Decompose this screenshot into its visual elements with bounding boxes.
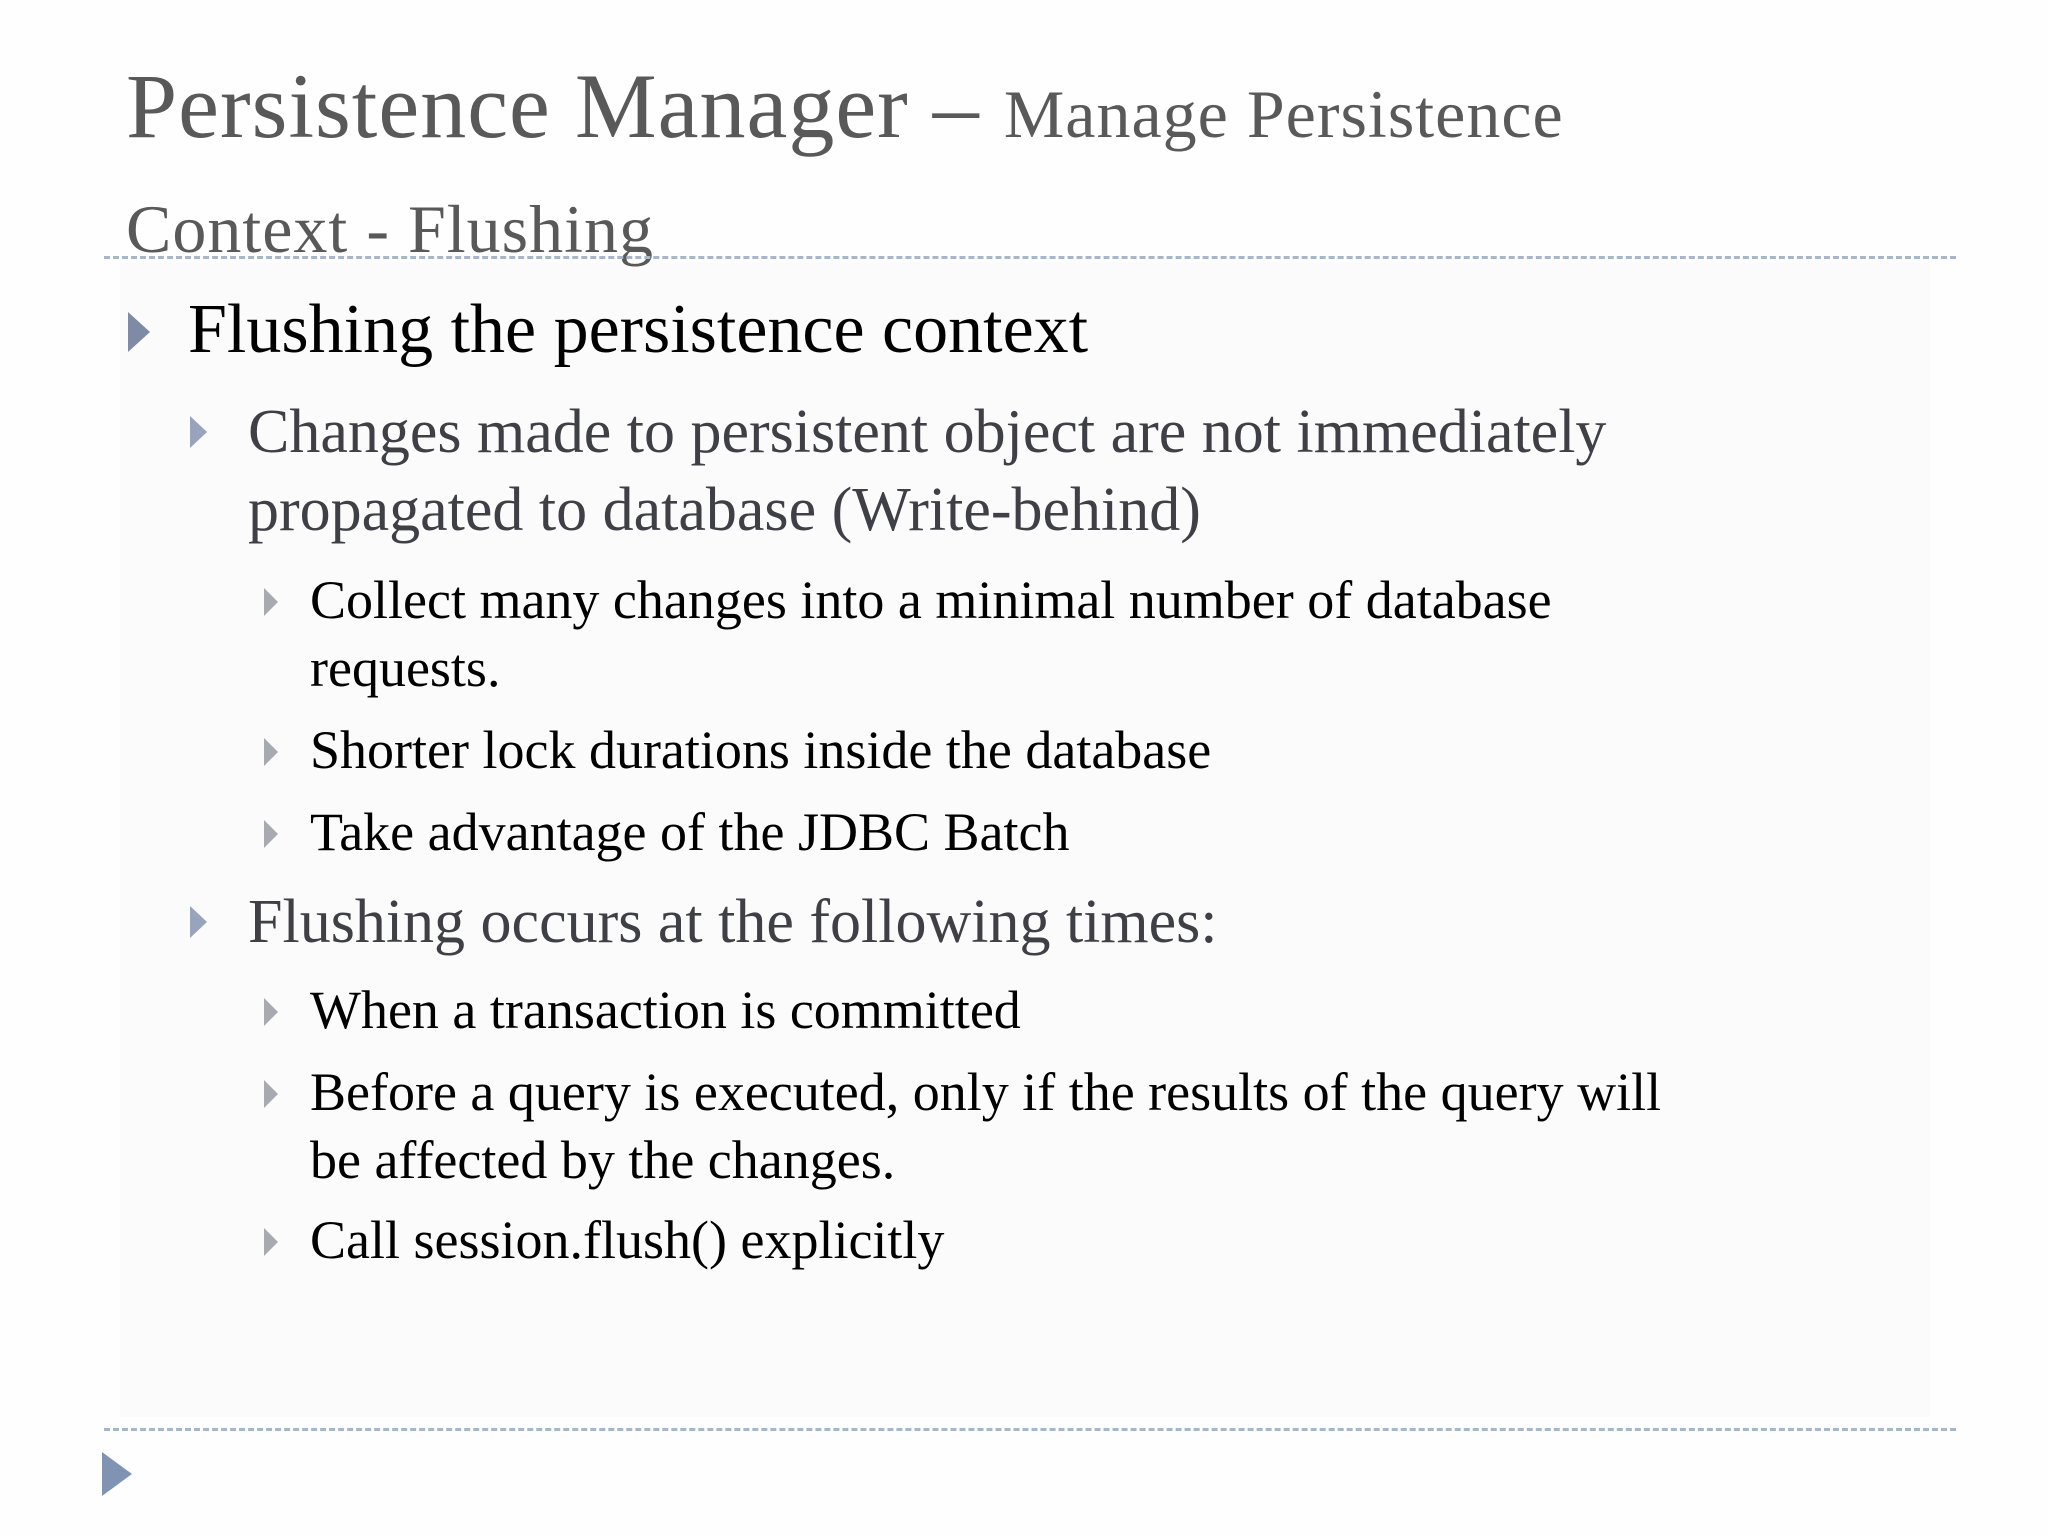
bullet-level3-line1: Before a query is executed, only if the results of the query will [310, 1062, 1662, 1122]
bullet-level3: When a transaction is committed [310, 980, 1021, 1040]
bullet-level3: Call session.flush() explicitly [310, 1210, 945, 1270]
bullet-arrow-icon [264, 1080, 278, 1108]
bullet-arrow-icon [264, 820, 278, 848]
title-main: Persistence Manager – [126, 55, 1004, 157]
bullet-level3-line2: be affected by the changes. [310, 1130, 896, 1190]
bullet-level1: Flushing the persistence context [188, 291, 1089, 368]
footer-divider [104, 1428, 1956, 1431]
bullet-level2-line2: propagated to database (Write-behind) [248, 476, 1201, 544]
slide-title [126, 55, 1926, 296]
bullet-arrow-icon [264, 1228, 278, 1256]
title-sub-line2: Context - Flushing [126, 191, 655, 267]
footer-arrow-icon [102, 1452, 132, 1496]
bullet-level3-line2: requests. [310, 638, 501, 698]
bullet-level2: Flushing occurs at the following times: [248, 888, 1218, 956]
bullet-arrow-icon [190, 416, 207, 448]
bullet-level3: Take advantage of the JDBC Batch [310, 802, 1070, 862]
bullet-arrow-icon [264, 738, 278, 766]
title-sub-line1: Manage Persistence [1003, 76, 1564, 152]
bullet-arrow-icon [264, 998, 278, 1026]
title-divider [104, 256, 1956, 259]
bullet-arrow-icon [264, 588, 278, 616]
bullet-arrow-icon [128, 312, 150, 352]
bullet-level3: Shorter lock durations inside the database [310, 720, 1212, 780]
bullet-level2-line1: Changes made to persistent object are not immediately [248, 398, 1607, 466]
bullet-arrow-icon [190, 906, 207, 938]
bullet-level3-line1: Collect many changes into a minimal number of database [310, 570, 1552, 630]
